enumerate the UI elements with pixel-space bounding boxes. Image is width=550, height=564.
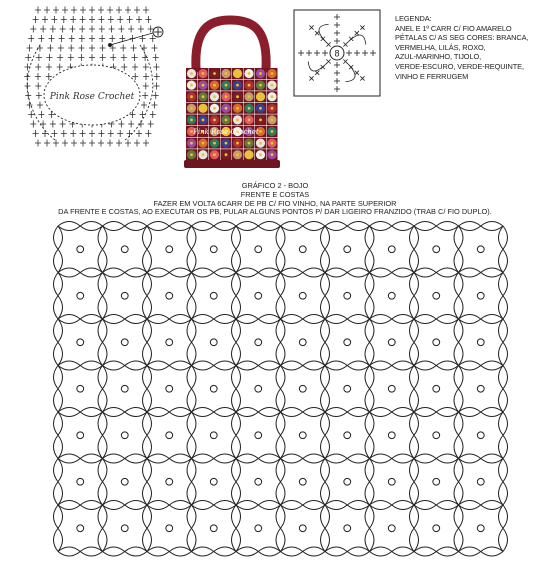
- bag-flower-square: [232, 138, 243, 149]
- handle-watermark: Pink Rose Crochet: [49, 92, 135, 102]
- bag-flower-square: [244, 114, 255, 125]
- bag-flower-square: [198, 149, 209, 160]
- legend-line: PÉTALAS C/ AS SEG CORES: BRANCA,: [395, 33, 529, 43]
- motif-cell: [344, 478, 351, 485]
- bag-flower-square: [232, 68, 243, 79]
- legend-line: VINHO E FERRUGEM: [395, 71, 469, 81]
- chart-2-title: GRÁFICO 2 - BOJO: [241, 181, 309, 190]
- bag-flower-square: [209, 149, 220, 160]
- motif-cell: [433, 385, 440, 392]
- motif-cell: [77, 246, 84, 253]
- bag-flower-square: [244, 91, 255, 102]
- motif-cell: [210, 525, 217, 532]
- bag-flower-square: [221, 114, 232, 125]
- handle-chart-diagram: [0, 0, 180, 175]
- motif-cell: [77, 339, 84, 346]
- motif-cell: [344, 385, 351, 392]
- motif-cell: [166, 339, 173, 346]
- motif-cell: [344, 292, 351, 299]
- handle-chart-svg: [0, 0, 180, 175]
- bag-flower-square: [255, 80, 266, 91]
- motif-cell: [433, 478, 440, 485]
- bag-flower-square: [198, 138, 209, 149]
- motif-cell: [433, 339, 440, 346]
- motif-cell: [299, 432, 306, 439]
- bag-flower-square: [255, 91, 266, 102]
- bag-flower-square: [209, 68, 220, 79]
- motif-cell: [433, 246, 440, 253]
- bag-flower-square: [255, 138, 266, 149]
- bag-flower-square: [209, 91, 220, 102]
- bag-flower-square: [209, 103, 220, 114]
- motif-cell: [388, 292, 395, 299]
- motif-cell: [388, 432, 395, 439]
- motif-cell: [77, 432, 84, 439]
- motif-cell: [299, 525, 306, 532]
- bag-flower-square: [198, 80, 209, 91]
- bag-photo: [172, 8, 292, 173]
- bag-flower-square: [267, 91, 278, 102]
- bag-flower-square: [244, 149, 255, 160]
- bag-flower-square: [209, 114, 220, 125]
- motif-cell: [344, 525, 351, 532]
- bag-flower-square: [267, 114, 278, 125]
- motif-cell: [255, 246, 262, 253]
- motif-cell: [344, 432, 351, 439]
- motif-cell: [210, 339, 217, 346]
- start-marker-icon: [108, 27, 163, 47]
- motif-cell: [77, 478, 84, 485]
- bag-flower-square: [232, 80, 243, 91]
- motif-cell: [388, 478, 395, 485]
- bag-flower-square: [198, 114, 209, 125]
- motif-cell: [477, 385, 484, 392]
- bag-flower-square: [255, 149, 266, 160]
- bag-flower-square: [186, 68, 197, 79]
- bag-flower-square: [186, 149, 197, 160]
- bag-flower-square: [186, 80, 197, 91]
- body-motif-grid: [48, 218, 548, 559]
- bag-flower-square: [232, 149, 243, 160]
- motif-cell: [477, 246, 484, 253]
- motif-cell: [121, 478, 128, 485]
- bag-flower-square: [267, 138, 278, 149]
- motif-cell: [299, 385, 306, 392]
- motif-cell: [344, 339, 351, 346]
- bag-flower-square: [221, 149, 232, 160]
- bag-flower-square: [255, 114, 266, 125]
- motif-cell: [433, 432, 440, 439]
- motif-cell: [121, 339, 128, 346]
- motif-cell: [210, 385, 217, 392]
- motif-cell: [210, 246, 217, 253]
- motif-cell: [166, 246, 173, 253]
- motif-cell: [210, 432, 217, 439]
- bag-flower-square: [209, 80, 220, 91]
- legend-heading: LEGENDA:: [395, 14, 432, 23]
- motif-cell: [388, 339, 395, 346]
- bag-flower-square: [267, 149, 278, 160]
- bag-flower-square: [221, 68, 232, 79]
- motif-cell: [299, 292, 306, 299]
- motif-cell: [77, 525, 84, 532]
- legend-line: VERDE-ESCURO, VERDE-REQUINTE,: [395, 61, 524, 71]
- bag-flower-square: [198, 91, 209, 102]
- motif-cell: [299, 246, 306, 253]
- chart-2-instruction: FAZER EM VOLTA 6CARR DE PB C/ FIO VINHO, NA PARTE SUPERIOR: [153, 198, 397, 208]
- motif-cell: [344, 246, 351, 253]
- motif-cell: [255, 385, 262, 392]
- legend-line: AZUL-MARINHO, TIJOLO,: [395, 52, 482, 62]
- bag-flower-square: [232, 114, 243, 125]
- motif-cell: [210, 292, 217, 299]
- motif-cell: [255, 432, 262, 439]
- bag-flower-square: [267, 126, 278, 137]
- bag-flower-square: [232, 91, 243, 102]
- chart-2-header: [0, 182, 550, 217]
- bag-illustration: [172, 8, 292, 173]
- motif-cell: [166, 432, 173, 439]
- bag-flower-square: [186, 91, 197, 102]
- motif-cell: [210, 478, 217, 485]
- motif-cell: [388, 246, 395, 253]
- bag-flower-square: [221, 138, 232, 149]
- legend: [395, 14, 550, 81]
- bag-flower-square: [244, 103, 255, 114]
- chart-2-subtitle: FRENTE E COSTAS: [240, 189, 310, 199]
- bag-flower-square: [244, 80, 255, 91]
- bag-flower-square: [221, 91, 232, 102]
- bag-flower-square: [186, 103, 197, 114]
- bag-watermark: Pink Rose Crochet: [193, 128, 259, 136]
- motif-cell: [477, 432, 484, 439]
- bag-flower-square: [198, 68, 209, 79]
- motif-cell: [299, 339, 306, 346]
- bag-flower-square: [267, 80, 278, 91]
- motif-cell: [477, 478, 484, 485]
- bag-flower-square: [244, 68, 255, 79]
- motif-cell: [433, 292, 440, 299]
- motif-cell: [299, 478, 306, 485]
- motif-cell: [77, 292, 84, 299]
- motif-cell: [121, 246, 128, 253]
- motif-cell: [121, 385, 128, 392]
- bag-flower-square: [267, 103, 278, 114]
- motif-cell: [77, 385, 84, 392]
- motif-cell: [477, 525, 484, 532]
- motif-cell: [477, 339, 484, 346]
- motif-cell: [388, 525, 395, 532]
- bag-flower-square: [267, 68, 278, 79]
- motif-cell: [121, 292, 128, 299]
- motif-cell: [166, 292, 173, 299]
- motif-cell: [388, 385, 395, 392]
- bag-flower-square: [186, 138, 197, 149]
- bag-flower-square: [186, 114, 197, 125]
- motif-cell: [433, 525, 440, 532]
- motif-cell: [255, 478, 262, 485]
- legend-line: VERMELHA, LILÁS, ROXO,: [395, 42, 486, 52]
- motif-cell: [166, 525, 173, 532]
- motif-cell: [255, 525, 262, 532]
- body-grid-svg: [48, 218, 548, 559]
- bag-flower-square: [209, 138, 220, 149]
- motif-svg: [288, 4, 386, 102]
- motif-cell: [121, 432, 128, 439]
- motif-chart-diagram: [288, 4, 386, 102]
- bag-flower-square: [221, 103, 232, 114]
- bag-flower-square: [232, 103, 243, 114]
- motif-cell: [121, 525, 128, 532]
- chart-2-instruction: DA FRENTE E COSTAS, AO EXECUTAR OS PB, PULAR ALGUNS PONTOS P/ DAR LIGEIRO FRANZIDO (TRAB C/ FIO DUPLO).: [58, 207, 492, 217]
- motif-cell: [255, 339, 262, 346]
- motif-cell: [166, 478, 173, 485]
- legend-line: ANEL E 1º CARR C/ FIO AMARELO: [395, 23, 512, 33]
- bag-flower-square: [221, 80, 232, 91]
- bag-flower-square: [244, 138, 255, 149]
- bag-flower-square: [255, 103, 266, 114]
- motif-cell: [166, 385, 173, 392]
- bag-flower-square: [198, 103, 209, 114]
- bag-flower-square: [255, 68, 266, 79]
- motif-cell: [255, 292, 262, 299]
- motif-center-label: 8: [334, 48, 340, 59]
- motif-cell: [477, 292, 484, 299]
- bag-base: [184, 160, 280, 168]
